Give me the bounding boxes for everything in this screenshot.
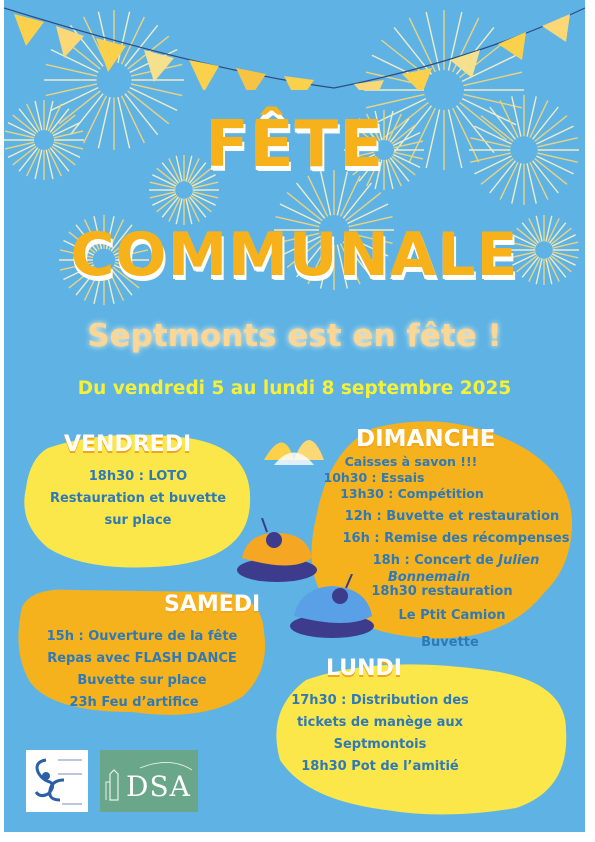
vendredi-line: 18h30 : LOTO <box>88 469 188 484</box>
dimanche-line: 12h : Buvette et restauration <box>344 509 560 524</box>
lundi-line: Septmontois <box>333 737 427 752</box>
vendredi-heading: VENDREDI <box>64 432 192 457</box>
concert-prefix: 18h : Concert de <box>372 553 499 568</box>
dsa-logo <box>100 750 198 812</box>
samedi-line: 23h Feu d’artifice <box>69 695 199 710</box>
lundi-line: tickets de manège aux <box>296 715 464 730</box>
dimanche-heading: DIMANCHE <box>356 426 496 452</box>
samedi-heading: SAMEDI <box>164 592 261 617</box>
event-dates: Du vendredi 5 au lundi 8 septembre 2025 <box>77 378 512 399</box>
vendredi-line: Restauration et buvette <box>49 491 227 506</box>
dimanche-line: 18h30 restauration <box>371 584 513 599</box>
artist-name: Bonnemain <box>387 570 471 585</box>
bunting-flags-icon <box>4 0 585 90</box>
samedi-line: Repas avec FLASH DANCE <box>47 651 237 666</box>
dimanche-line: Buvette <box>421 635 479 650</box>
dimanche-line <box>336 550 576 571</box>
lundi-heading: LUNDI <box>326 656 402 681</box>
lundi-line: 17h30 : Distribution des <box>291 693 469 708</box>
dimanche-line: Le Ptit Camion <box>398 608 506 623</box>
club-logo <box>26 750 88 812</box>
dimanche-line: 10h30 : Essais <box>323 470 425 485</box>
vendredi-line: sur place <box>104 513 172 528</box>
club-logo-icon <box>26 750 88 812</box>
festival-poster <box>4 0 585 832</box>
dimanche-line: 16h : Remise des récompenses <box>342 531 570 546</box>
dimanche-line: Caisses à savon !!! <box>344 454 478 469</box>
lundi-line: 18h30 Pot de l’amitié <box>301 759 459 774</box>
dimanche-line: 13h30 : Compétition <box>340 486 484 501</box>
title-communale: COMMUNALE <box>70 220 519 290</box>
samedi-line: Buvette sur place <box>77 673 207 688</box>
title-fete: FÊTE <box>205 108 384 182</box>
samedi-line: 15h : Ouverture de la fête <box>46 629 238 644</box>
subtitle: Septmonts est en fête ! <box>87 318 502 354</box>
dsa-text: DSA <box>126 770 191 803</box>
artist-name: Julien <box>498 553 540 568</box>
